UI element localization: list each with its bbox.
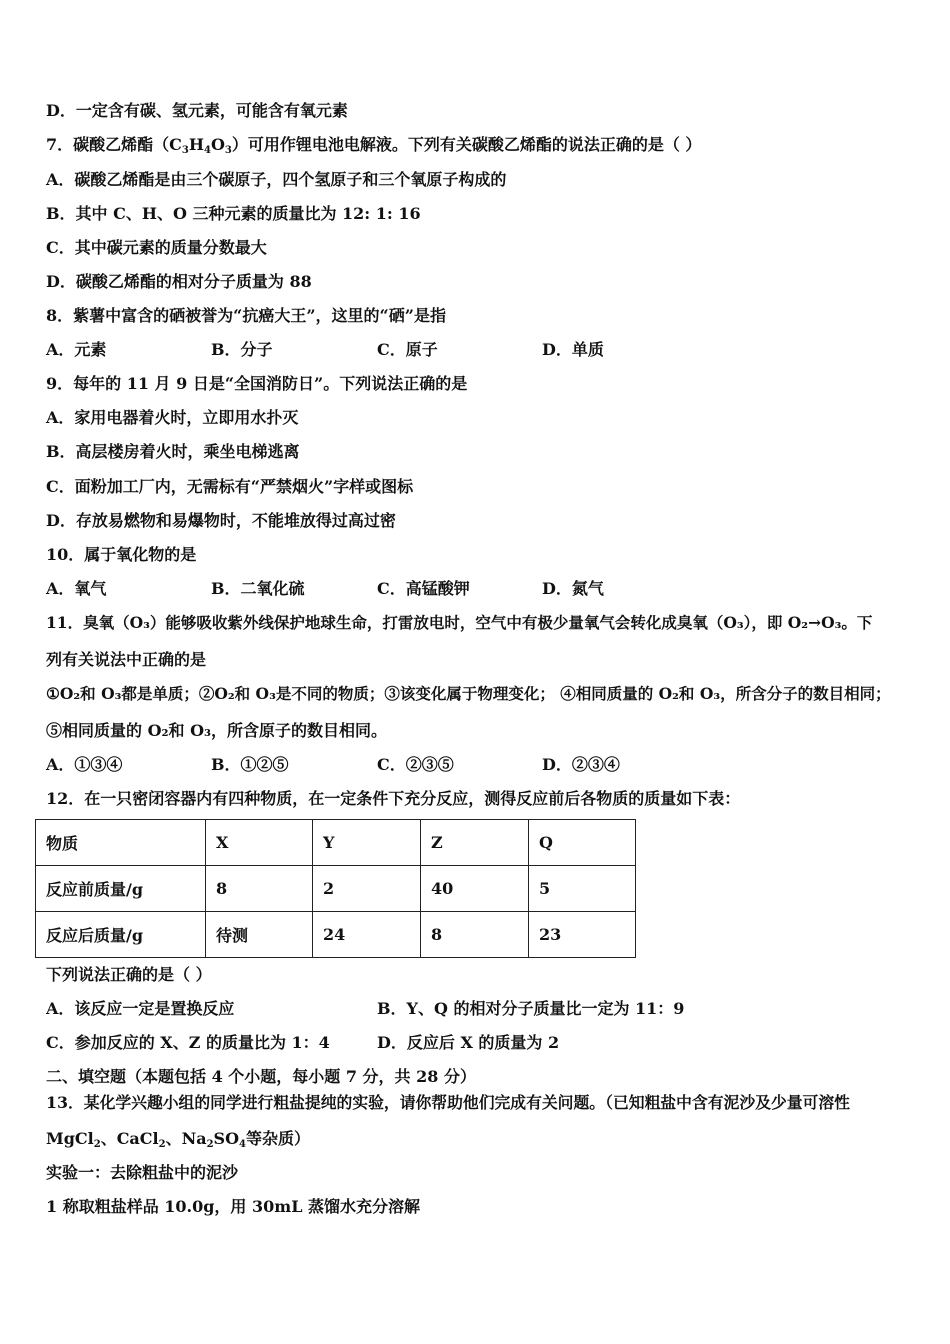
- table-cell: 8: [421, 912, 529, 958]
- table-cell: 2: [313, 866, 421, 912]
- q7-option-c: C．其中碳元素的质量分数最大: [46, 238, 267, 257]
- q11-line-4: ⑤相同质量的 O₂和 O₃，所含原子的数目相同。: [46, 721, 388, 740]
- table-cell: 反应后质量/g: [36, 912, 206, 958]
- table-cell: 待测: [206, 912, 313, 958]
- q7-option-b: B．其中 C、H、O 三种元素的质量比为 12: 1: 16: [46, 204, 421, 223]
- q7-sub-1: 3: [181, 145, 189, 156]
- table-row: [36, 866, 636, 912]
- q8-option-b: B．分子: [211, 340, 273, 359]
- q7-stem-pre: 7．碳酸乙烯酯（C: [46, 135, 182, 154]
- q12-option-a: A．该反应一定是置换反应: [46, 999, 235, 1018]
- table-cell: 5: [529, 866, 636, 912]
- q9-option-b: B．高层楼房着火时，乘坐电梯逃离: [46, 442, 300, 461]
- q7-sub-3: 3: [224, 145, 232, 156]
- q10-option-c: C．高锰酸钾: [377, 579, 470, 598]
- q9-option-d: D．存放易燃物和易爆物时，不能堆放得过高过密: [46, 511, 396, 530]
- q7-stem-mid2: O: [210, 135, 225, 154]
- q10-option-a: A．氧气: [46, 579, 107, 598]
- q13-cacl: 、CaCl: [100, 1129, 159, 1148]
- table-header-cell: X: [206, 820, 313, 866]
- q13-so: SO: [213, 1129, 240, 1148]
- q7-stem: [46, 135, 701, 155]
- q12-stem: 12．在一只密闭容器内有四种物质，在一定条件下充分反应，测得反应前后各物质的质量如下表：: [46, 789, 741, 808]
- table-cell: 23: [529, 912, 636, 958]
- q12-option-c: C．参加反应的 X、Z 的质量比为 1：4: [46, 1033, 330, 1052]
- q8-option-c: C．原子: [377, 340, 438, 359]
- table-header-cell: 物质: [36, 820, 206, 866]
- q13-mgcl: MgCl: [46, 1129, 94, 1148]
- q8-option-d: D．单质: [542, 340, 604, 359]
- q10-option-b: B．二氧化硫: [211, 579, 305, 598]
- q7-stem-post: ）可用作锂电池电解液。下列有关碳酸乙烯酯的说法正确的是（ ）: [231, 135, 702, 154]
- q13-experiment-1: 实验一：去除粗盐中的泥沙: [46, 1163, 239, 1182]
- q9-option-c: C．面粉加工厂内，无需标有“严禁烟火”字样或图标: [46, 477, 414, 496]
- section-2-heading: 二、填空题（本题包括 4 个小题，每小题 7 分，共 28 分）: [46, 1067, 476, 1086]
- q11-option-a: A．①③④: [46, 755, 123, 774]
- q11-line-3: ①O₂和 O₃都是单质；②O₂和 O₃是不同的物质；③该变化属于物理变化； ④相同质量的 O₂和 O₃，所含分子的数目相同；: [46, 684, 891, 703]
- q11-line-2: 列有关说法中正确的是: [46, 650, 207, 669]
- q13-line-1: 13．某化学兴趣小组的同学进行粗盐提纯的实验，请你帮助他们完成有关问题。（已知粗盐中含有泥沙及少量可溶性: [46, 1093, 850, 1112]
- q8-option-a: A．元素: [46, 340, 107, 359]
- q11-line-1: 11．臭氧（O₃）能够吸收紫外线保护地球生命，打雷放电时，空气中有极少量氧气会转化成臭氧（O₃），即 O₂→O₃。下: [46, 613, 873, 632]
- q6-option-d: D．一定含有碳、氢元素，可能含有氧元素: [46, 101, 348, 120]
- q7-option-a: A．碳酸乙烯酯是由三个碳原子，四个氢原子和三个氧原子构成的: [46, 170, 507, 189]
- q12-after-table: 下列说法正确的是（ ）: [46, 965, 212, 984]
- q13-step-1: 1 称取粗盐样品 10.0g，用 30mL 蒸馏水充分溶解: [46, 1197, 421, 1216]
- q12-option-d: D．反应后 X 的质量为 2: [377, 1033, 560, 1052]
- q10-option-d: D．氮气: [542, 579, 604, 598]
- q7-sub-2: 4: [203, 145, 211, 156]
- q8-stem: 8．紫薯中富含的硒被誉为“抗癌大王”，这里的“硒”是指: [46, 306, 446, 325]
- q11-option-d: D．②③④: [542, 755, 620, 774]
- table-cell: 反应前质量/g: [36, 866, 206, 912]
- q13-impurities: 等杂质）: [246, 1129, 311, 1148]
- q7-stem-mid1: H: [188, 135, 204, 154]
- table-header-cell: Q: [529, 820, 636, 866]
- q13-sub: 4: [239, 1139, 247, 1150]
- q11-option-c: C．②③⑤: [377, 755, 454, 774]
- q13-sub: 2: [158, 1139, 166, 1150]
- table-header-cell: Y: [313, 820, 421, 866]
- table-cell: 24: [313, 912, 421, 958]
- q13-na: 、Na: [165, 1129, 207, 1148]
- q9-stem: 9．每年的 11 月 9 日是“全国消防日”。下列说法正确的是: [46, 374, 468, 393]
- table-cell: 40: [421, 866, 529, 912]
- q11-option-b: B．①②⑤: [211, 755, 289, 774]
- q9-option-a: A．家用电器着火时，立即用水扑灭: [46, 408, 299, 427]
- q13-sub: 2: [206, 1139, 214, 1150]
- table-header-row: [36, 820, 636, 866]
- table-header-cell: Z: [421, 820, 529, 866]
- q13-sub: 2: [93, 1139, 101, 1150]
- q7-option-d: D．碳酸乙烯酯的相对分子质量为 88: [46, 272, 312, 291]
- q13-line-2: [46, 1129, 310, 1149]
- table-cell: 8: [206, 866, 313, 912]
- q12-option-b: B．Y、Q 的相对分子质量比一定为 11：9: [377, 999, 685, 1018]
- table-row: [36, 912, 636, 958]
- mass-table: [35, 819, 636, 958]
- q10-stem: 10．属于氧化物的是: [46, 545, 197, 564]
